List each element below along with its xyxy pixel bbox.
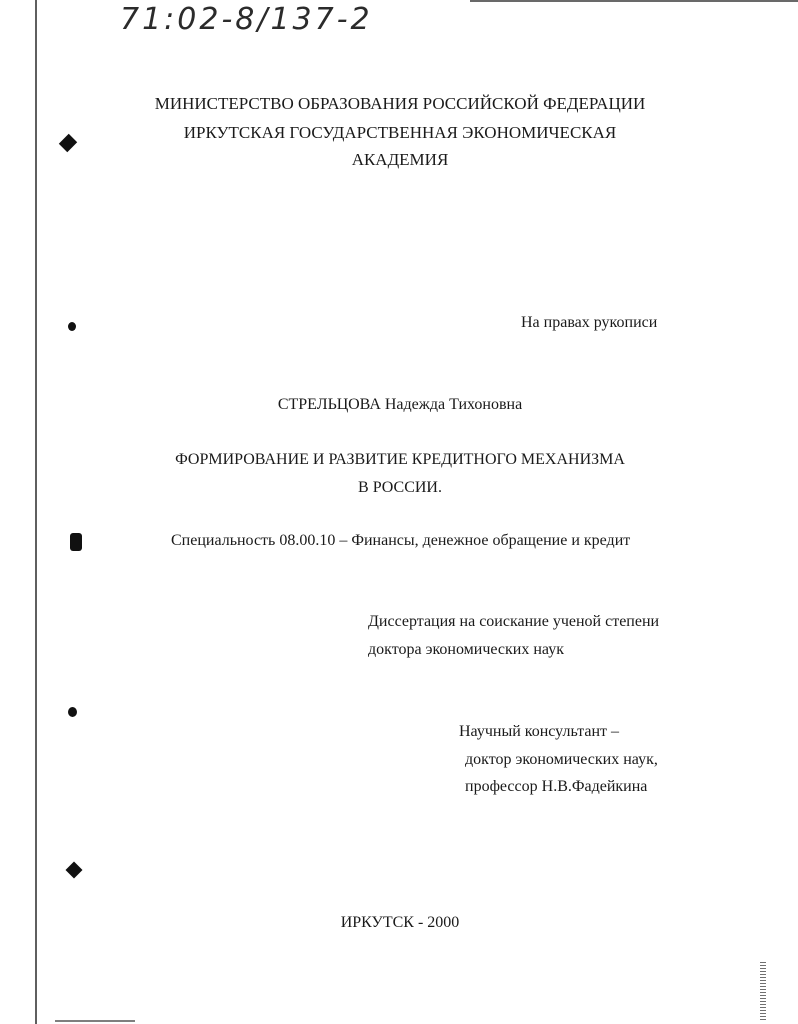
- academy-name-line1: ИРКУТСКАЯ ГОСУДАРСТВЕННАЯ ЭКОНОМИЧЕСКАЯ: [183, 123, 617, 142]
- degree-statement-line1: Диссертация на соискание ученой степени: [368, 613, 660, 630]
- scan-edge-bottom: [55, 1020, 135, 1022]
- specialty-line: Специальность 08.00.10 – Финансы, денежное обращение и кредит: [171, 532, 631, 549]
- degree-statement-line2: доктора экономических наук: [368, 641, 564, 658]
- binding-hole-mark: [68, 322, 76, 331]
- handwritten-catalog-number: 71:02-8/137-2: [120, 2, 373, 37]
- scan-edge-top: [470, 0, 798, 2]
- binding-hole-mark: [68, 707, 77, 717]
- binding-hole-mark: [66, 862, 83, 879]
- academy-name-line2: АКАДЕМИЯ: [351, 150, 449, 169]
- dissertation-title-line1: ФОРМИРОВАНИЕ И РАЗВИТИЕ КРЕДИТНОГО МЕХАНИЗМА: [175, 451, 625, 468]
- author-name: СТРЕЛЬЦОВА Надежда Тихоновна: [277, 396, 523, 413]
- consultant-name: профессор Н.В.Фадейкина: [465, 778, 648, 795]
- ministry-name: МИНИСТЕРСТВО ОБРАЗОВАНИЯ РОССИЙСКОЙ ФЕДЕРАЦИИ: [154, 94, 646, 113]
- dissertation-title-line2: В РОССИИ.: [358, 479, 442, 496]
- manuscript-rights-note: На правах рукописи: [521, 314, 658, 331]
- binding-hole-mark: [70, 533, 82, 551]
- city-year: ИРКУТСК - 2000: [340, 914, 460, 931]
- consultant-label: Научный консультант –: [459, 723, 619, 740]
- consultant-degree: доктор экономических наук,: [465, 751, 658, 768]
- scan-edge-right: [760, 962, 766, 1020]
